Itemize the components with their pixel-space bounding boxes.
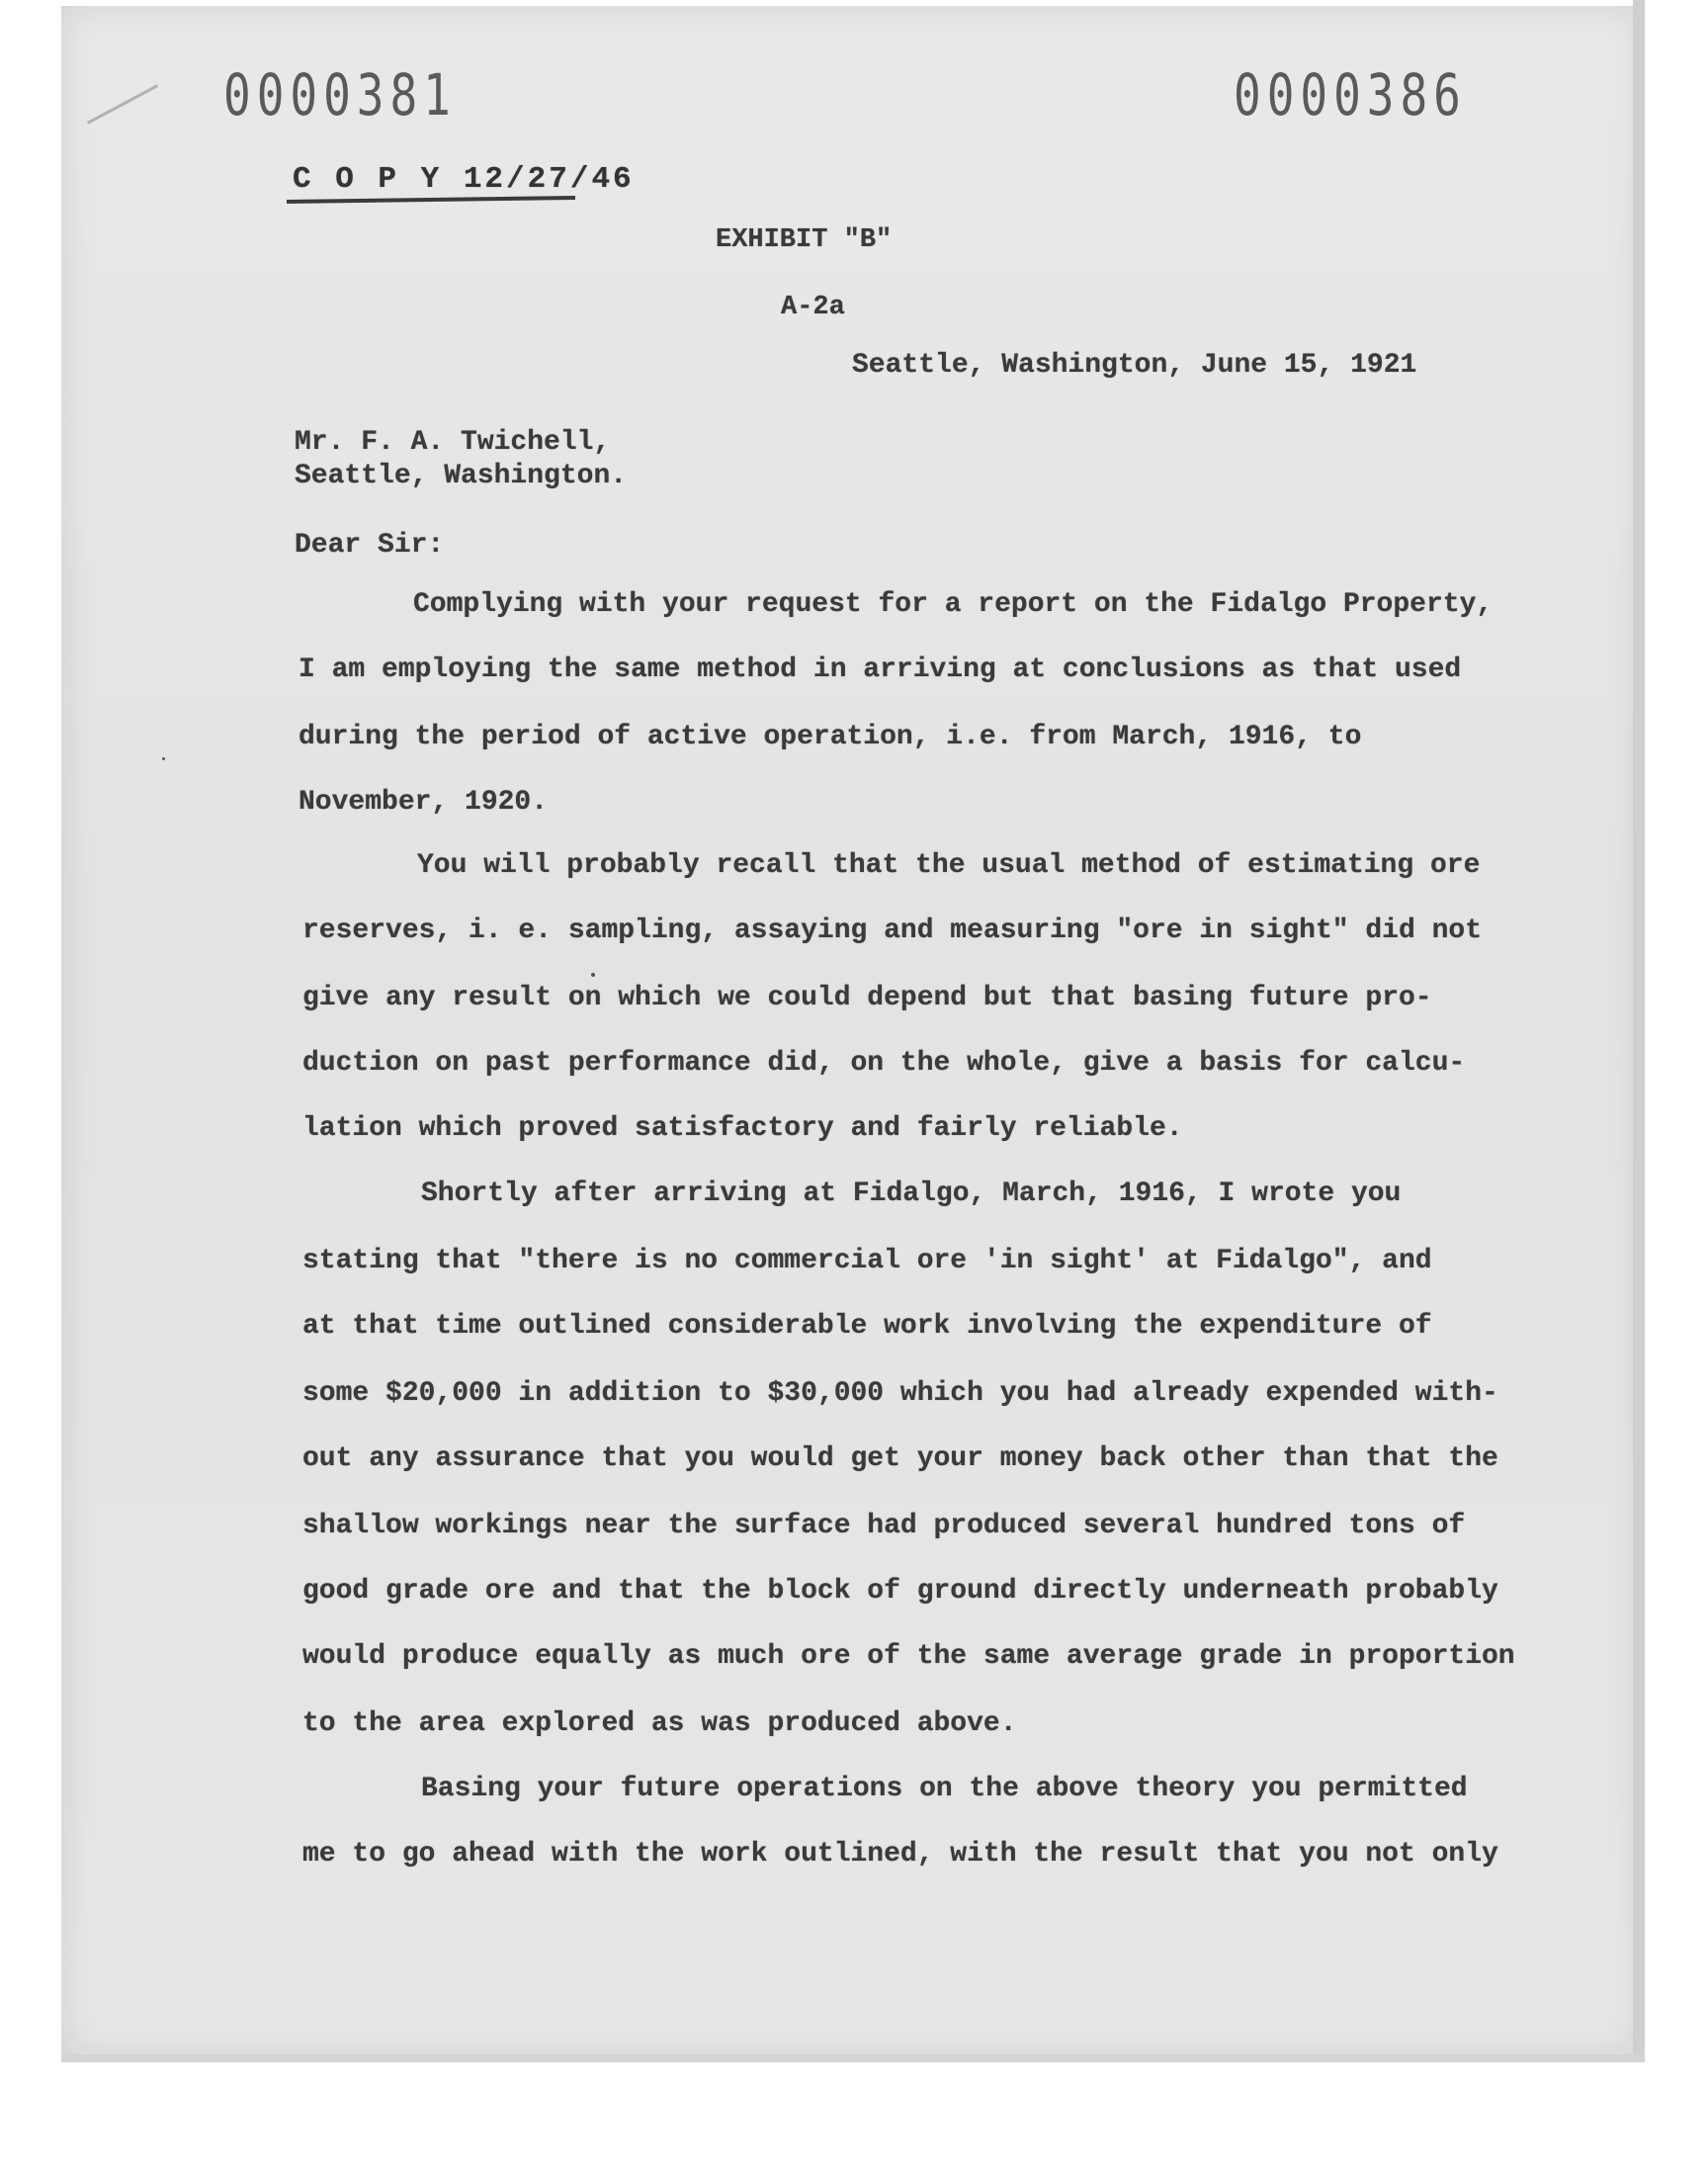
body-line: to the area explored as was produced above. (302, 1708, 1017, 1739)
body-line: at that time outlined considerable work involving the expenditure of (302, 1311, 1432, 1342)
copy-date-mark: C O P Y 12/27/46 (293, 162, 635, 197)
body-line: Basing your future operations on the above theory you permitted (421, 1774, 1468, 1804)
paper-edge-right (1633, 0, 1645, 2062)
exhibit-reference: A-2a (781, 293, 845, 322)
body-line: lation which proved satisfactory and fairly reliable. (302, 1113, 1183, 1144)
salutation: Dear Sir: (295, 530, 445, 561)
body-line: give any result on which we could depend but that basing future pro- (302, 983, 1432, 1013)
exhibit-heading: EXHIBIT "B" (716, 225, 893, 255)
body-line: out any assurance that you would get your money back other than that the (302, 1443, 1498, 1474)
body-line: I am employing the same method in arriving at conclusions as that used (299, 654, 1462, 685)
body-line: good grade ore and that the block of ground directly underneath probably (302, 1576, 1498, 1607)
paper-sheet (61, 6, 1643, 2060)
recipient-city: Seattle, Washington. (295, 461, 628, 491)
body-line: some $20,000 in addition to $30,000 which you had already expended with- (302, 1378, 1498, 1409)
body-line: stating that "there is no commercial ore 'in sight' at Fidalgo", and (302, 1246, 1432, 1276)
ink-speck (591, 973, 595, 977)
body-line: November, 1920. (299, 787, 549, 818)
body-line: reserves, i. e. sampling, assaying and measuring "ore in sight" did not (302, 915, 1482, 946)
document-number-stamp-left: 0000381 (223, 61, 457, 129)
body-line: during the period of active operation, i.e. from March, 1916, to (299, 722, 1362, 752)
body-line: duction on past performance did, on the whole, give a basis for calcu- (302, 1048, 1466, 1079)
recipient-name: Mr. F. A. Twichell, (295, 427, 611, 458)
body-line: Complying with your request for a report on the Fidalgo Property, (413, 589, 1494, 620)
body-line: You will probably recall that the usual method of estimating ore (417, 850, 1481, 881)
document-number-stamp-right: 0000386 (1234, 61, 1467, 129)
paper-edge-bottom (61, 2054, 1645, 2062)
letter-place-date: Seattle, Washington, June 15, 1921 (852, 350, 1417, 381)
ink-speck (162, 757, 165, 760)
body-line: me to go ahead with the work outlined, with the result that you not only (302, 1839, 1498, 1870)
body-line: Shortly after arriving at Fidalgo, March, 1916, I wrote you (421, 1178, 1402, 1209)
body-line: would produce equally as much ore of the same average grade in proportion (302, 1641, 1515, 1672)
body-line: shallow workings near the surface had produced several hundred tons of (302, 1511, 1466, 1541)
